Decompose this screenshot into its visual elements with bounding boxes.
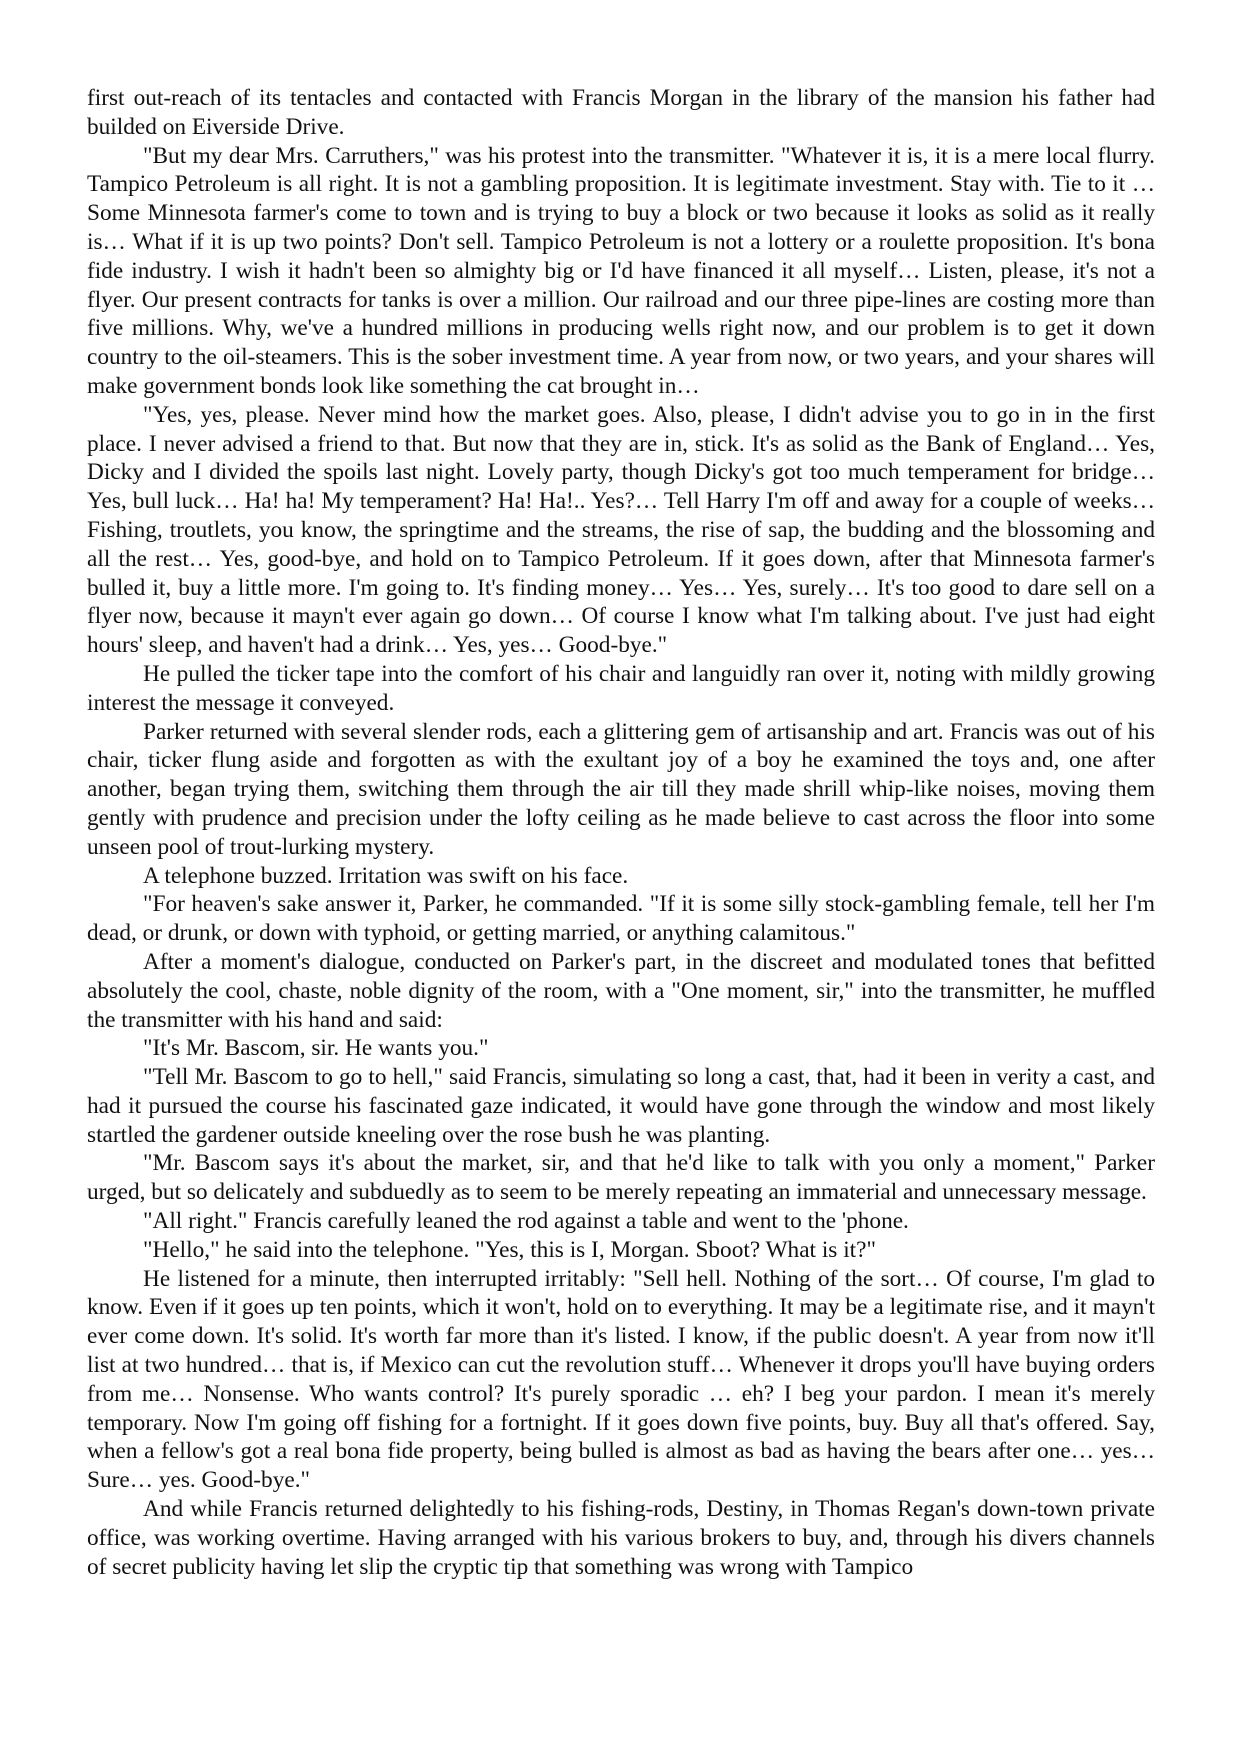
paragraph-11: "Mr. Bascom says it's about the market, sir, and that he'd like to talk with you only a moment," Parker urged, but so delicately and subduedly as to seem to be merely repeating an immaterial and unnecessary message. — [87, 1150, 1155, 1206]
paragraph-13: "Hello," he said into the telephone. "Yes, this is I, Morgan. Sboot? What is it?" — [143, 1236, 876, 1263]
paragraph-15: And while Francis returned delightedly to his fishing-rods, Destiny, in Thomas Regan's down-town private office, was working overtime. Having arranged with his various brokers to buy, and, through his divers channels of secret publicity having let slip the cryptic tip that something was wrong with Tampico — [87, 1496, 1155, 1580]
document-page — [87, 84, 1155, 1581]
paragraph-12: "All right." Francis carefully leaned the rod against a table and went to the 'phone. — [143, 1208, 909, 1235]
paragraph-9: "It's Mr. Bascom, sir. He wants you." — [143, 1035, 489, 1062]
paragraph-6: A telephone buzzed. Irritation was swift on his face. — [143, 862, 629, 889]
paragraph-2: "But my dear Mrs. Carruthers," was his protest into the transmitter. "Whatever it is, it is a mere local flurry. Tampico Petroleum is all right. It is not a gambling proposition. It is legitimate investment. Stay with. Tie to it … Some Minnesota farmer's come to town and is trying to buy a block or two because it looks as solid as it really is… What if it is up two points? Don't sell. Tampico Petroleum is not a lottery or a roulette proposition. It's bona fide industry. I wish it hadn't been so almighty big or I'd have financed it all myself… Listen, please, it's not a flyer. Our present contracts for tanks is over a million. Our railroad and our three pipe-lines are costing more than five millions. Why, we've a hundred millions in producing wells right now, and our problem is to get it down country to the oil-steamers. This is the sober investment time. A year from now, or two years, and your shares will make government bonds look like something the cat brought in… — [87, 142, 1155, 399]
paragraph-3: "Yes, yes, please. Never mind how the market goes. Also, please, I didn't advise you to go in in the first place. I never advised a friend to that. But now that they are in, stick. It's as solid as the Bank of England… Yes, Dicky and I divided the spoils last night. Lovely party, though Dicky's got too much temperament for bridge… Yes, bull luck… Ha! ha! My temperament? Ha! Ha!.. Yes?… Tell Harry I'm off and away for a couple of weeks… Fishing, troutlets, you know, the springtime and the streams, the rise of sap, the budding and the blossoming and all the rest… Yes, good-bye, and hold on to Tampico Petroleum. If it goes down, after that Minnesota farmer's bulled it, buy a little more. I'm going to. It's finding money… Yes… Yes, surely… It's too good to dare sell on a flyer now, because it mayn't ever again go down… Of course I know what I'm talking about. I've just had eight hours' sleep, and haven't had a drink… Yes, yes… Good-bye." — [87, 401, 1155, 659]
paragraph-5: Parker returned with several slender rods, each a glittering gem of artisanship and art. Francis was out of his chair, ticker flung aside and forgotten as with the exultant joy of a boy he examined the toys and, one after another, began trying them, switching them through the air till they made shrill whip-like noises, moving them gently with prudence and precision under the lofty ceiling as he made believe to cast across the floor into some unseen pool of trout-lurking mystery. — [87, 718, 1155, 860]
paragraph-4: He pulled the ticker tape into the comfort of his chair and languidly ran over it, noting with mildly growing interest the message it conveyed. — [87, 660, 1155, 716]
paragraph-14: He listened for a minute, then interrupted irritably: "Sell hell. Nothing of the sort… Of course, I'm glad to know. Even if it goes up ten points, which it won't, hold on to everything. It may be a legitimate rise, and it mayn't ever come down. It's solid. It's worth far more than it's listed. I know, if the public doesn't. A year from now it'll list at two hundred… that is, if Mexico can cut the revolution stuff… Whenever it drops you'll have buying orders from me… Nonsense. Who wants control? It's purely sporadic … eh? I beg your pardon. I mean it's merely temporary. Now I'm going off fishing for a fortnight. If it goes down five points, buy. Buy all that's offered. Say, when a fellow's got a real bona fide property, being bulled is almost as bad as having the bears after one… yes… Sure… yes. Good-bye." — [87, 1265, 1155, 1494]
paragraph-10: "Tell Mr. Bascom to go to hell," said Francis, simulating so long a cast, that, had it been in verity a cast, and had it pursued the course his fascinated gaze indicated, it would have gone through the window and most likely startled the gardener outside kneeling over the rose bush he was planting. — [87, 1064, 1155, 1148]
paragraph-7: "For heaven's sake answer it, Parker, he commanded. "If it is some silly stock-gambling female, tell her I'm dead, or drunk, or down with typhoid, or getting married, or anything calamitous." — [87, 891, 1155, 947]
paragraph-8: After a moment's dialogue, conducted on Parker's part, in the discreet and modulated tones that befitted absolutely the cool, chaste, noble dignity of the room, with a "One moment, sir," into the transmitter, he muffled the transmitter with his hand and said: — [87, 948, 1155, 1033]
paragraph-1: first out-reach of its tentacles and contacted with Francis Morgan in the library of the mansion his father had builded on Eiverside Drive. — [87, 85, 1155, 140]
